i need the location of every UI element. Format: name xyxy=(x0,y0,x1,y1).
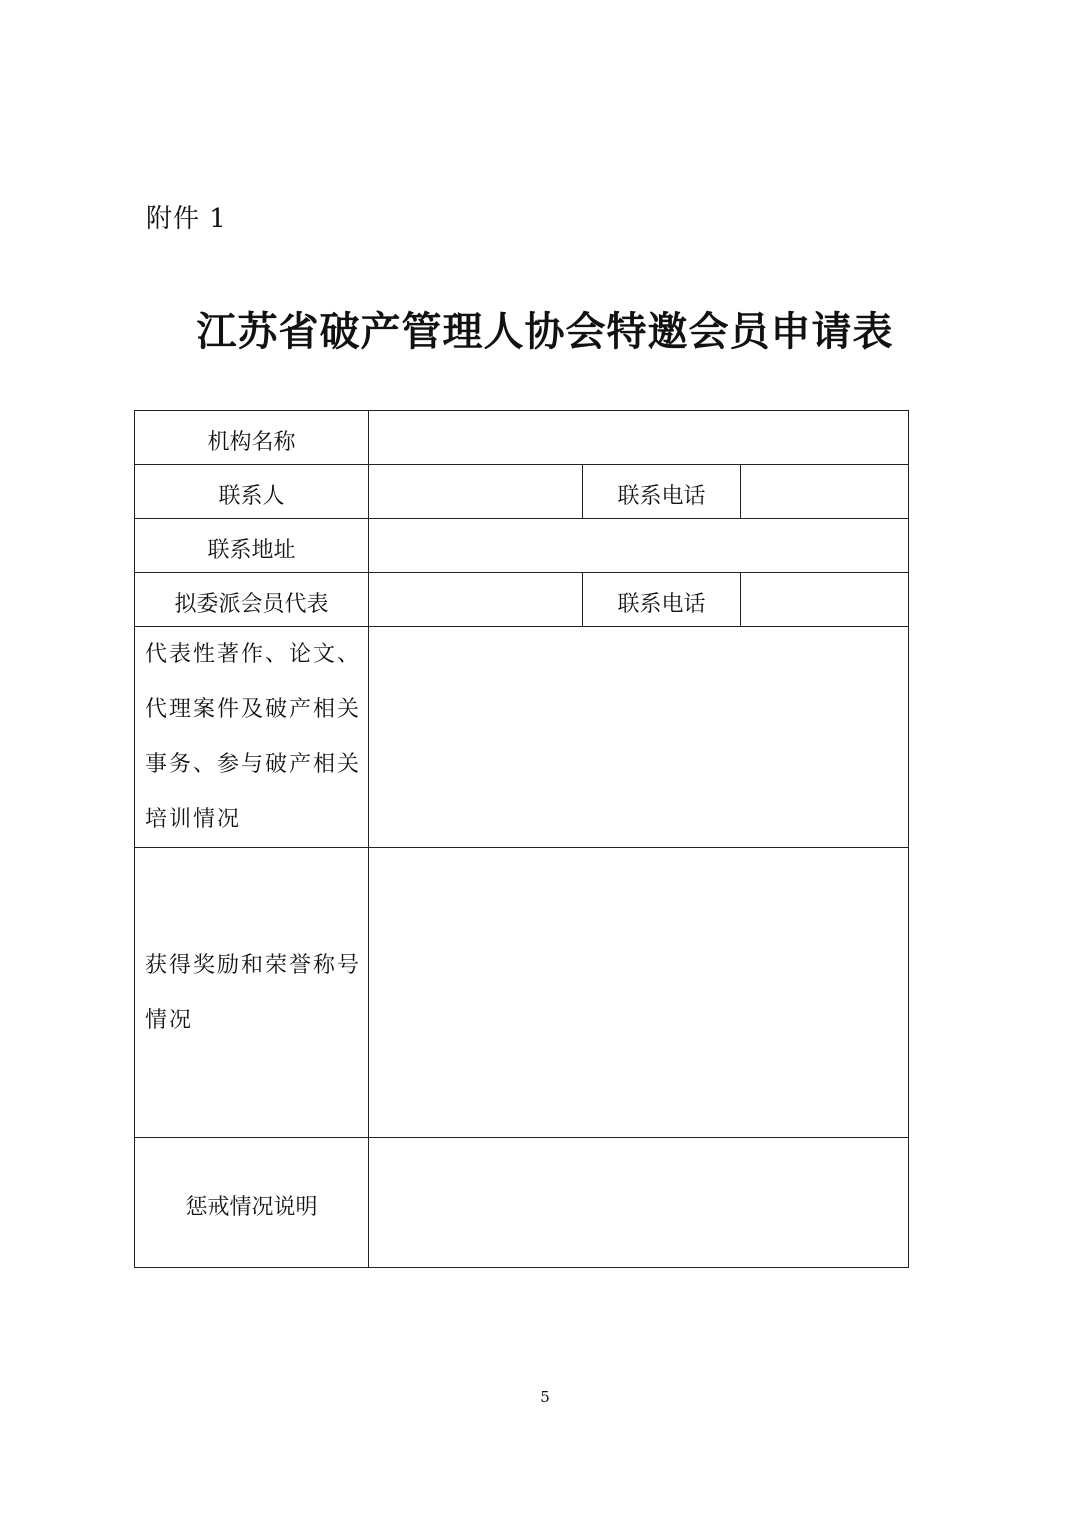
institution-name-field[interactable] xyxy=(369,411,909,465)
contact-address-label: 联系地址 xyxy=(135,519,369,573)
institution-name-label: 机构名称 xyxy=(135,411,369,465)
proposed-representative-field[interactable] xyxy=(369,573,583,627)
form-title: 江苏省破产管理人协会特邀会员申请表 xyxy=(196,308,894,355)
discipline-label: 惩戒情况说明 xyxy=(135,1138,369,1268)
contact-phone-label-1: 联系电话 xyxy=(583,465,741,519)
awards-label: 获得奖励和荣誉称号情况 xyxy=(135,848,369,1138)
works-field[interactable] xyxy=(369,627,909,848)
row-discipline xyxy=(135,1138,909,1268)
contact-phone-field-1[interactable] xyxy=(741,465,909,519)
awards-field[interactable] xyxy=(369,848,909,1138)
row-contact-person xyxy=(135,465,909,519)
contact-person-field[interactable] xyxy=(369,465,583,519)
row-awards xyxy=(135,848,909,1138)
row-works xyxy=(135,627,909,848)
row-institution-name xyxy=(135,411,909,465)
application-form-table xyxy=(134,410,909,1268)
contact-phone-field-2[interactable] xyxy=(741,573,909,627)
proposed-representative-label: 拟委派会员代表 xyxy=(135,573,369,627)
discipline-field[interactable] xyxy=(369,1138,909,1268)
works-label: 代表性著作、论文、代理案件及破产相关事务、参与破产相关培训情况 xyxy=(135,627,369,848)
row-contact-address xyxy=(135,519,909,573)
page-number: 5 xyxy=(540,1388,550,1406)
row-proposed-representative xyxy=(135,573,909,627)
contact-address-field[interactable] xyxy=(369,519,909,573)
contact-phone-label-2: 联系电话 xyxy=(583,573,741,627)
attachment-label: 附件 1 xyxy=(146,204,227,234)
contact-person-label: 联系人 xyxy=(135,465,369,519)
